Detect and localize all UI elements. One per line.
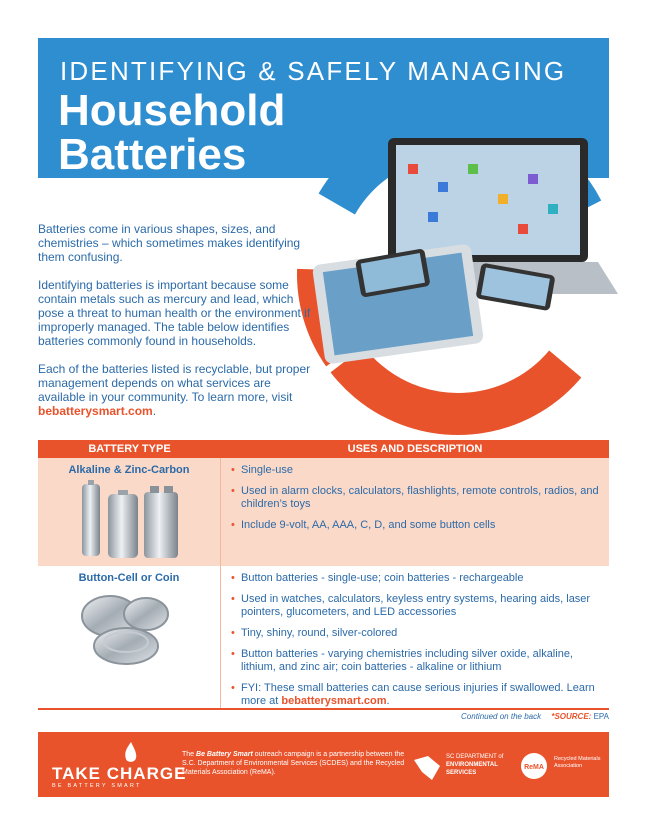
list-item: • Button batteries - varying chemistries including silver oxide, alkaline, lithium, and zinc air; coin batteries - alkaline or lithium xyxy=(231,648,601,674)
header-title-line1: Household xyxy=(58,86,286,135)
rema-logo: ReMA Recycled Materials Association xyxy=(520,748,605,784)
table-row xyxy=(38,458,609,566)
continued-note: Continued on the back xyxy=(461,712,542,721)
header-title-line2: Batteries xyxy=(58,130,247,178)
uses-cell xyxy=(221,566,609,708)
list-item: • Include 9-volt, AA, AAA, C, D, and some button cells xyxy=(231,519,601,532)
footer-bar xyxy=(38,732,609,797)
battery-type-label: Button-Cell or Coin xyxy=(78,572,180,584)
table-notes xyxy=(400,712,609,721)
intro-paragraph-3: Each of the batteries listed is recyclable, but proper management depends on what services are available in your community. To learn more, visit bebatterysmart.com. xyxy=(38,362,311,418)
table-row xyxy=(38,566,609,710)
intro-text xyxy=(38,222,313,432)
svg-text:ReMA: ReMA xyxy=(524,764,544,771)
bebatterysmart-link-2[interactable]: bebatterysmart.com xyxy=(281,695,387,707)
intro-paragraph-2: Identifying batteries is important because some contain metals such as mercury and lead, which pose a threat to human health or the environment if improperly managed. The table below identifies batteries commonly found in households. xyxy=(38,278,311,348)
uses-list xyxy=(221,458,609,532)
bebatterysmart-link[interactable]: bebatterysmart.com xyxy=(38,404,153,418)
footer-partnership-text: The Be Battery Smart outreach campaign is a partnership between the S.C. Department of Environmental Services (SCDES) and the Recycled Materials Association (ReMA). xyxy=(182,751,405,776)
list-item: • Used in watches, calculators, keyless entry systems, hearing aids, laser pointers, glucometers, and LED accessories xyxy=(231,593,601,619)
intro-paragraph-1: Batteries come in various shapes, sizes, and chemistries – which sometimes makes identifying them confusing. xyxy=(38,222,301,264)
list-item-fyi: • FYI: These small batteries can cause serious injuries if swallowed. Learn more at bebatterysmart.com. xyxy=(231,682,601,708)
list-item: • Used in alarm clocks, calculators, flashlights, remote controls, radios, and children’s toys xyxy=(231,485,601,511)
battery-type-cell xyxy=(38,566,221,708)
scdes-logo: SC DEPARTMENT of ENVIRONMENTAL SERVICES xyxy=(412,750,532,784)
source-label: *SOURCE: xyxy=(551,712,592,721)
col-header-battery-type: BATTERY TYPE xyxy=(88,443,171,455)
battery-type-label: Alkaline & Zinc-Carbon xyxy=(68,464,190,476)
battery-table xyxy=(38,440,609,710)
battery-type-cell xyxy=(38,458,221,566)
list-item: • Button batteries - single-use; coin batteries - rechargeable xyxy=(231,572,601,585)
take-charge-logo: TAKE CHARGE xyxy=(52,764,187,783)
uses-list xyxy=(221,566,609,708)
list-item: • Single-use xyxy=(231,464,601,477)
table-header xyxy=(38,440,609,458)
devices-illustration xyxy=(288,104,628,444)
button-cell-batteries-icon xyxy=(38,588,221,678)
alkaline-batteries-icon xyxy=(38,480,221,566)
flame-icon xyxy=(122,742,140,766)
list-item: • Tiny, shiny, round, silver-colored xyxy=(231,627,601,640)
south-carolina-state-icon xyxy=(412,752,442,782)
col-header-uses: USES AND DESCRIPTION xyxy=(347,443,483,455)
take-charge-tagline: BE BATTERY SMART xyxy=(52,783,142,789)
header-kicker: IDENTIFYING & SAFELY MANAGING xyxy=(60,56,567,86)
uses-cell xyxy=(221,458,609,566)
source-value: EPA xyxy=(593,712,609,721)
rema-badge-icon xyxy=(520,752,548,780)
